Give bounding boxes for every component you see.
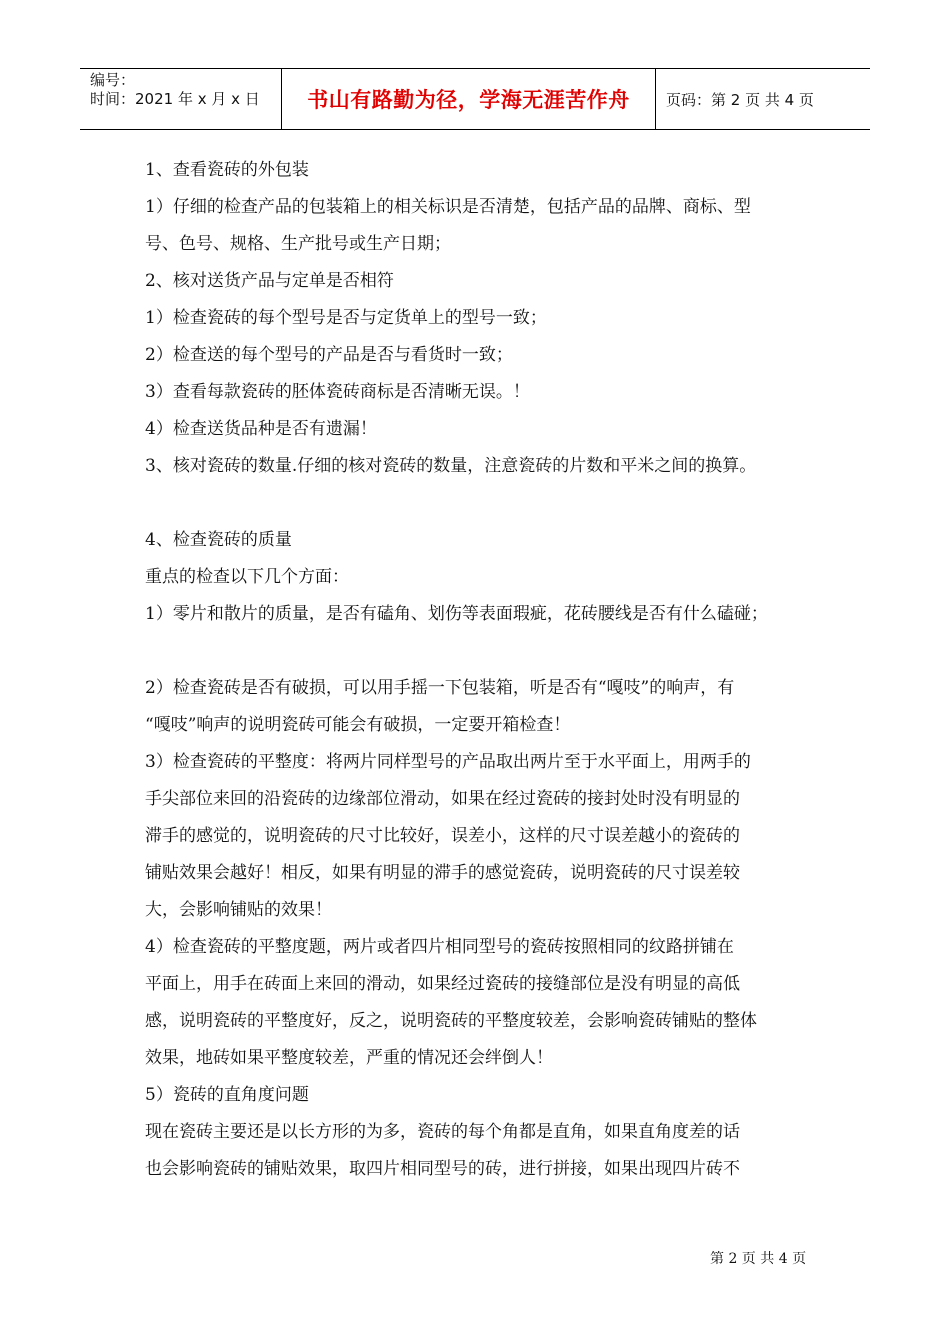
- body-text-line: 重点的检查以下几个方面：: [145, 567, 349, 587]
- body-text-line: 1）仔细的检查产品的包装箱上的相关标识是否清楚，包括产品的品牌、商标、型: [145, 197, 751, 217]
- page-header: [80, 68, 870, 130]
- body-text-line: 感，说明瓷砖的平整度好，反之，说明瓷砖的平整度较差，会影响瓷砖铺贴的整体: [145, 1011, 757, 1031]
- body-text-line: 3）检查瓷砖的平整度：将两片同样型号的产品取出两片至于水平面上，用两手的: [145, 752, 751, 772]
- body-text-line: 号、色号、规格、生产批号或生产日期；: [145, 234, 451, 254]
- header-motto: 书山有路勤为径，学海无涯苦作舟: [282, 69, 656, 129]
- document-number-label: 编号：: [90, 71, 136, 89]
- body-text-line: 手尖部位来回的沿瓷砖的边缘部位滑动，如果在经过瓷砖的接封处时没有明显的: [145, 789, 740, 809]
- body-text-line: 1）检查瓷砖的每个型号是否与定货单上的型号一致；: [145, 308, 547, 328]
- body-text-line: 1、查看瓷砖的外包装: [145, 160, 309, 180]
- body-text-line: 4）检查送货品种是否有遗漏！: [145, 419, 377, 439]
- body-text-line: 效果，地砖如果平整度较差，严重的情况还会绊倒人！: [145, 1048, 553, 1068]
- body-text-line: 铺贴效果会越好！相反，如果有明显的滞手的感觉瓷砖，说明瓷砖的尺寸误差较: [145, 863, 740, 883]
- header-left-cell: [80, 69, 282, 129]
- document-body: [145, 152, 825, 1188]
- blank-line: [145, 633, 825, 670]
- body-text-line: 4、检查瓷砖的质量: [145, 530, 292, 550]
- body-text-line: 现在瓷砖主要还是以长方形的为多，瓷砖的每个角都是直角，如果直角度差的话: [145, 1122, 740, 1142]
- body-text-line: 大，会影响铺贴的效果！: [145, 900, 332, 920]
- body-text-line: 平面上，用手在砖面上来回的滑动，如果经过瓷砖的接缝部位是没有明显的高低: [145, 974, 740, 994]
- body-text-line: 滞手的感觉的，说明瓷砖的尺寸比较好，误差小，这样的尺寸误差越小的瓷砖的: [145, 826, 740, 846]
- body-text-line: 2）检查送的每个型号的产品是否与看货时一致；: [145, 345, 513, 365]
- page-footer: 第 2 页 共 4 页: [710, 1251, 807, 1267]
- body-text-line: 4）检查瓷砖的平整度题，两片或者四片相同型号的瓷砖按照相同的纹路拼铺在: [145, 937, 734, 957]
- body-text-line: 3）查看每款瓷砖的胚体瓷砖商标是否清晰无误。！: [145, 382, 530, 402]
- body-text-line: 1）零片和散片的质量，是否有磕角、划伤等表面瑕疵，花砖腰线是否有什么磕碰；: [145, 604, 768, 624]
- body-text-line: 也会影响瓷砖的铺贴效果，取四片相同型号的砖，进行拼接，如果出现四片砖不: [145, 1159, 740, 1179]
- body-text-line: 3、核对瓷砖的数量.仔细的核对瓷砖的数量，注意瓷砖的片数和平米之间的换算。: [145, 456, 757, 476]
- body-text-line: “嘎吱”响声的说明瓷砖可能会有破损，一定要开箱检查！: [145, 715, 571, 735]
- header-page-info: 页码：第 2 页 共 4 页: [666, 90, 814, 109]
- blank-line: [145, 485, 825, 522]
- body-text-line: 2）检查瓷砖是否有破损，可以用手摇一下包装箱，听是否有“嘎吱”的响声，有: [145, 678, 735, 698]
- body-text-line: 2、核对送货产品与定单是否相符: [145, 271, 394, 291]
- body-text-line: 5）瓷砖的直角度问题: [145, 1085, 309, 1105]
- document-date: 时间：2021 年 x 月 x 日: [90, 90, 260, 108]
